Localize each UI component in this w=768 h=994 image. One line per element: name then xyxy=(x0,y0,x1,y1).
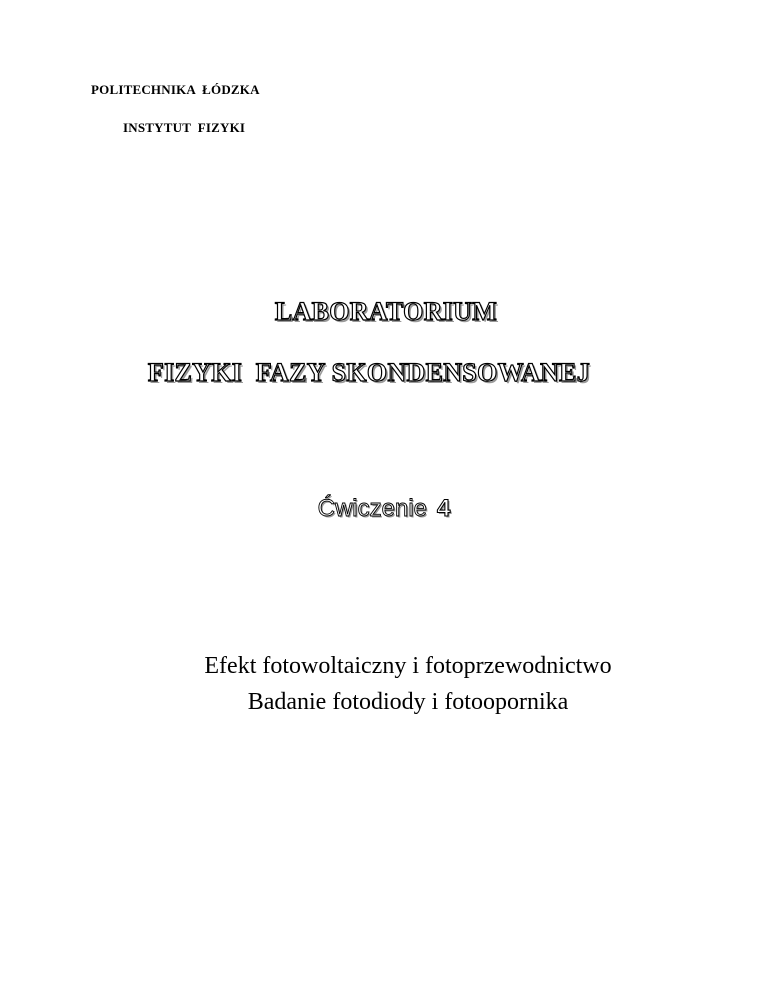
exercise-heading xyxy=(0,495,768,523)
subtitle-line-2: Badanie fotodiody i fotoopornika xyxy=(247,689,569,715)
exercise-number: 4 xyxy=(437,495,451,522)
institute-name: INSTYTUT FIZYKI xyxy=(123,120,246,135)
exercise-label: Ćwiczenie xyxy=(317,495,427,522)
university-name: POLITECHNIKA ŁÓDZKA xyxy=(91,82,260,97)
subtitle-line-1: Efekt fotowoltaiczny i fotoprzewodnictwo xyxy=(204,653,612,679)
title-line-2: FIZYKI FAZY SKONDENSOWANEJ xyxy=(147,358,591,387)
title-line-1: LABORATORIUM xyxy=(274,297,498,326)
